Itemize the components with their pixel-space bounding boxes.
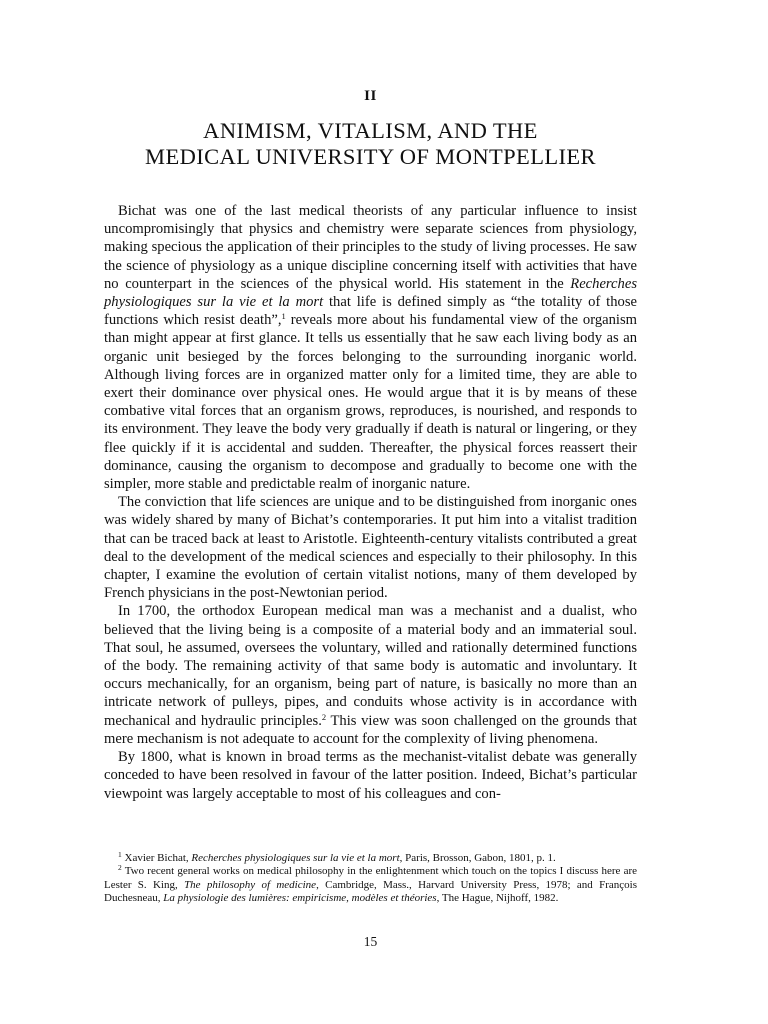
text-run: that life is defined simply as “the totality of those functions which resist death”, bbox=[104, 294, 637, 329]
text-run: , The Hague, Nijhoff, 1982. bbox=[436, 892, 559, 905]
footnotes bbox=[104, 852, 637, 906]
book-page bbox=[104, 0, 637, 1024]
text-run: reveals more about his fundamental view of the organism than might appear at first glance. It tells us essentially that he saw each living body as an organic unit besieged by the forces belonging to the surrounding inorganic world. Although living forces are in organized matter only for a limited time, they are able to exert their dominance over physical ones. He would argue that it is by means of these combative vital forces that an organism grows, reproduces, is nourished, and responds to its environment. They leave the body very gradually if death is natural or lingering, or they flee quickly if it is accidental and sudden. Thereafter, the physical forces reassert their dominance, causing the organism to decompose and gradually to become one with the simpler, more stable and predictable realm of inorganic nature. bbox=[104, 312, 637, 493]
italic-title: Recherches physiologiques sur la vie et la mort bbox=[191, 852, 400, 864]
footnote-marker: 2 bbox=[118, 863, 122, 873]
footnote-marker: 1 bbox=[118, 850, 122, 859]
paragraph bbox=[104, 493, 637, 602]
text-run: Two recent general works on medical philosophy in the enlightenment which touch on the topics I discuss here are Lester S. King, bbox=[104, 865, 637, 891]
text-run: Xavier Bichat, bbox=[121, 852, 192, 864]
text-run: By 1800, what is known in broad terms as the mechanist-vitalist debate was generally conceded to have been resolved in favour of the latter position. Indeed, Bichat’s particular viewpoint was largely acceptable to most of his colleagues and con- bbox=[104, 749, 637, 802]
chapter-title bbox=[104, 118, 637, 170]
footnote-marker: 2 bbox=[321, 711, 327, 722]
italic-title: Recherches physiologiques sur la vie et la mort bbox=[104, 275, 637, 311]
italic-title: The philosophy of medicine bbox=[184, 878, 317, 891]
text-run: In 1700, the orthodox European medical man was a mechanist and a dualist, who believed that the living being is a composite of a material body and an immaterial soul. That soul, he assumed, oversees the voluntary, willed and rationally determined functions of the body. The remaining activity of that same body is automatic and involuntary. It occurs mechanically, for an organism, being part of nature, is basically no more than an intricate network of pulleys, pipes, and conduits whose activity is in accordance with mechanical and hydraulic principles. bbox=[104, 603, 637, 729]
italic-title: La physiologie des lumières: empiricisme, modèles et théories bbox=[163, 892, 437, 905]
body-text bbox=[104, 202, 637, 803]
chapter-title-line-2: MEDICAL UNIVERSITY OF MONTPELLIER bbox=[145, 144, 596, 169]
paragraph bbox=[104, 202, 637, 493]
chapter-title-line-1: ANIMISM, VITALISM, AND THE bbox=[203, 118, 538, 143]
footnote-marker: 1 bbox=[281, 311, 286, 322]
footnote bbox=[104, 852, 637, 865]
text-run: Bichat was one of the last medical theorists of any particular influence to insist uncompromisingly that physics and chemistry were separate sciences from physiology, making specious the application of their principles to the study of living processes. He saw the science of physiology as a unique discipline concerning itself with activities that have no counterpart in the sciences of the physical world. His statement in the bbox=[104, 203, 637, 292]
footnote bbox=[104, 865, 637, 905]
chapter-number: II bbox=[364, 88, 377, 104]
text-run: , Paris, Brosson, Gabon, 1801, p. 1. bbox=[399, 852, 556, 864]
text-run: , Cambridge, Mass., Harvard University Press, 1978; and François Duchesneau, bbox=[104, 878, 637, 905]
text-run: The conviction that life sciences are unique and to be distinguished from inorganic ones was widely shared by many of Bichat’s contemporaries. It put him into a vitalist tradition that can be traced back at least to Aristotle. Eighteenth-century vitalists contributed a great deal to the development of the medical sciences and especially to their philosophy. In this chapter, I examine the evolution of certain vitalist notions, many of them developed by French physicians in the post-Newtonian period. bbox=[104, 494, 637, 602]
page-number: 15 bbox=[363, 934, 378, 949]
paragraph bbox=[104, 748, 637, 803]
paragraph bbox=[104, 602, 637, 748]
text-run: This view was soon challenged on the grounds that mere mechanism is not adequate to account for the complexity of living phenomena. bbox=[104, 712, 637, 747]
